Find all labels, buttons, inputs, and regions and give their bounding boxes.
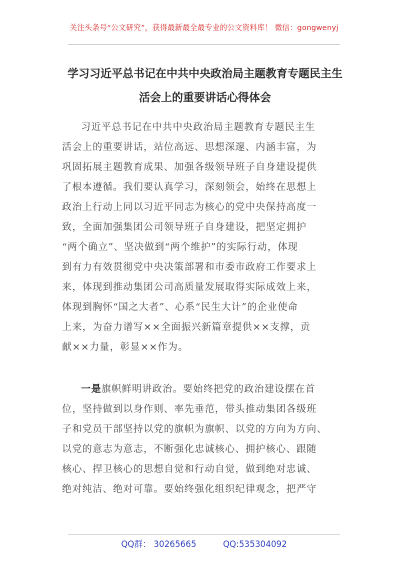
paragraph-2 [62,380,344,500]
paragraph-line: 体现到胸怀“国之大者”、心系“民生大计”的企业使命 [62,302,299,313]
paragraph-1 [62,118,344,358]
footer [0,538,408,550]
paragraph-line: 政治上行动上同以习近平同志为核心的党中央保持高度一 [62,202,317,213]
paragraph-line: 子和党员干部坚持以党的旗帜为旗帜、以党的方向为方向、 [62,424,328,435]
paragraph-lead: 一是 [81,384,102,395]
header-divider [68,44,340,45]
paragraph-line: 致，全面加强集团公司领导班子自身建设，把坚定拥护 [62,222,307,233]
footer-divider [68,534,340,535]
paragraph-line: 习近平总书记在中共中央政治局主题教育专题民主生 [81,122,316,133]
paragraph-line: 来，体现到推动集团公司高质量发展取得实际成效上来， [62,282,317,293]
paragraph-line: 巩固拓展主题教育成果、加强各级领导班子自身建设提供 [62,162,317,173]
paragraph-line: 了根本遵循。我们要认真学习，深刻领会，始终在思想上 [62,182,317,193]
document-title-line-1: 学习习近平总书记在中共中央政治局主题教育专题民主生 [67,67,343,80]
paragraph-line [62,380,344,400]
paragraph-line: 以党的意志为意志，不断强化忠诚核心、拥护核心、跟随 [62,444,317,455]
paragraph-line: 到有力有效贯彻党中央决策部署和市委市政府工作要求上 [62,262,317,273]
paragraph-line: 献××力量，彰显××作为。 [62,342,189,353]
paragraph-line: 核心、捍卫核心的思想自觉和行动自觉，做到绝对忠诚、 [62,464,317,475]
paragraph-line: “两个确立”、坚决做到“两个维护”的实际行动，体现 [62,242,299,253]
footer-qq: QQ:535304092 [222,539,287,549]
footer-qq-group: QQ群： 30265665 [121,539,197,549]
paragraph-line: 活会上的重要讲话，站位高远、思想深邃、内涵丰富，为 [62,142,317,153]
paragraph-line: 上来，为奋力谱写××全面振兴新篇章提供××支撑，贡 [62,322,311,333]
paragraph-line: 绝对纯洁、绝对可靠。要始终强化组织纪律观念，把严守 [62,484,317,495]
document-title-line-2: 活会上的重要讲话心得体会 [139,91,271,104]
paragraph-line-rest: 旗帜鲜明讲政治。要始终把党的政治建设摆在首 [101,384,316,395]
header-banner: 关注头条号“公文研究”，获得最新最全最专业的公文资料库！ 微信：gongwenyj [69,23,339,32]
paragraph-line: 位，坚持做到以身作则、率先垂范，带头推动集团各级班 [62,404,317,415]
